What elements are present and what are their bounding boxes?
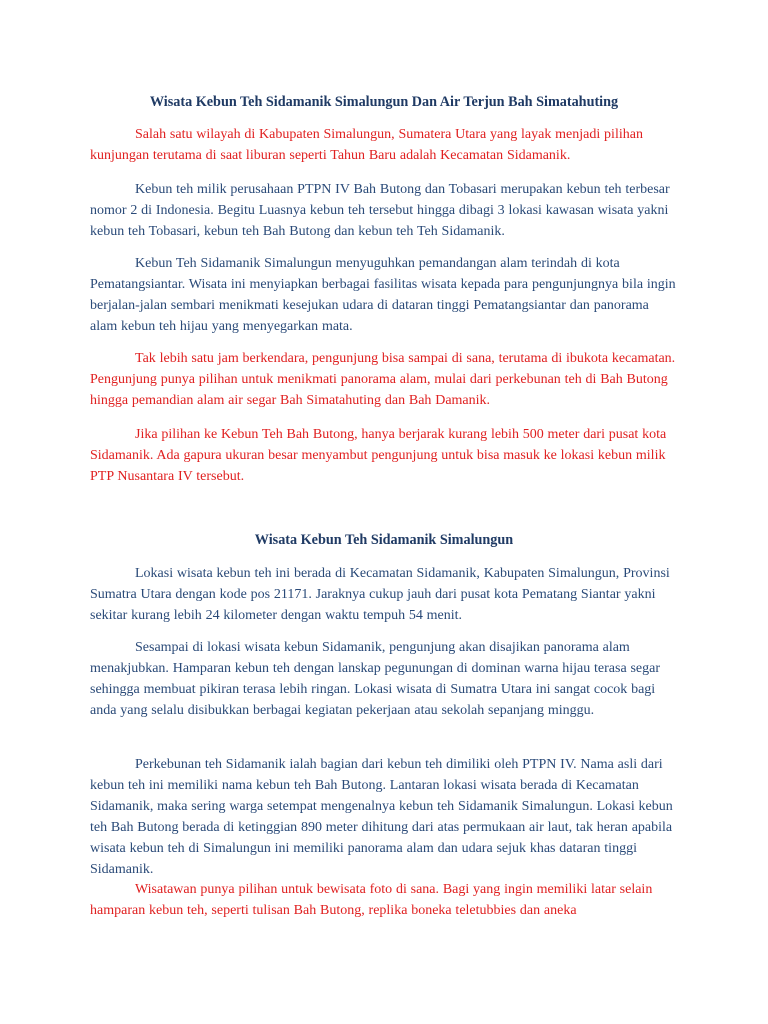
section-1-title: Wisata Kebun Teh Sidamanik Simalungun Dan Air Terjun Bah Simatahuting [149,94,619,110]
section-2-title: Wisata Kebun Teh Sidamanik Simalungun [254,532,514,548]
section-2-paragraph-2: Sesampai di lokasi wisata kebun Sidamanik, pengunjung akan disajikan panorama alam menakjubkan. Hamparan kebun teh dengan lanskap pegunungan di dominan warna hijau terasa segar sehingga membuat pikiran terasa lebih ringan. Lokasi wisata di Sumatra Utara ini sangat cocok bagi anda yang selalu disibukkan berbagai kegiatan pekerjaan atau sekolah sepanjang minggu. [90,640,661,718]
section-1-paragraph-5: Jika pilihan ke Kebun Teh Bah Butong, hanya berjarak kurang lebih 500 meter dari pusat kota Sidamanik. Ada gapura ukuran besar menyambut pengunjung untuk bisa masuk ke lokasi kebun milik PTP Nusantara IV tersebut. [90,427,667,484]
section-2-paragraph-1: Lokasi wisata kebun teh ini berada di Kecamatan Sidamanik, Kabupaten Simalungun, Provinsi Sumatra Utara dengan kode pos 21171. Jaraknya cukup jauh dari pusat kota Pematang Siantar yakni sekitar kurang lebih 24 kilometer dengan waktu tempuh 54 menit. [90,566,670,623]
section-1-paragraph-1: Salah satu wilayah di Kabupaten Simalungun, Sumatera Utara yang layak menjadi pilihan kunjungan terutama di saat liburan seperti Tahun Baru adalah Kecamatan Sidamanik. [90,127,643,163]
section-1-paragraph-2: Kebun teh milik perusahaan PTPN IV Bah Butong dan Tobasari merupakan kebun teh terbesar nomor 2 di Indonesia. Begitu Luasnya kebun teh tersebut hingga dibagi 3 lokasi kawasan wisata yakni kebun teh Tobasari, kebun teh Bah Butong dan kebun teh Teh Sidamanik. [90,182,670,239]
section-2-paragraph-4: Wisatawan punya pilihan untuk bewisata foto di sana. Bagi yang ingin memiliki latar selain hamparan kebun teh, seperti tulisan Bah Butong, replika boneka teletubbies dan aneka [90,882,653,918]
section-2-paragraph-3: Perkebunan teh Sidamanik ialah bagian dari kebun teh dimiliki oleh PTPN IV. Nama asli dari kebun teh ini memiliki nama kebun teh Bah Butong. Lantaran lokasi wisata berada di Kecamatan Sidamanik, maka sering warga setempat mengenalnya kebun teh Sidamanik Simalungun. Lokasi kebun teh Bah Butong berada di ketinggian 890 meter dihitung dari atas permukaan air laut, tak heran apabila wisata kebun teh di Simalungun ini memiliki panorama alam dan udara sejuk khas dataran tinggi Sidamanik. [90,757,673,877]
section-1-paragraph-4: Tak lebih satu jam berkendara, pengunjung bisa sampai di sana, terutama di ibukota kecamatan. Pengunjung punya pilihan untuk menikmati panorama alam, mulai dari perkebunan teh di Bah Butong hingga pemandian alam air segar Bah Simatahuting dan Bah Damanik. [90,351,676,408]
section-1-paragraph-3: Kebun Teh Sidamanik Simalungun menyuguhkan pemandangan alam terindah di kota Pematangsiantar. Wisata ini menyiapkan berbagai fasilitas wisata kepada para pengunjungnya bila ingin berjalan-jalan sembari menikmati kesejukan udara di dataran tinggi Pematangsiantar dan panorama alam kebun teh hijau yang menyegarkan mata. [90,256,676,334]
